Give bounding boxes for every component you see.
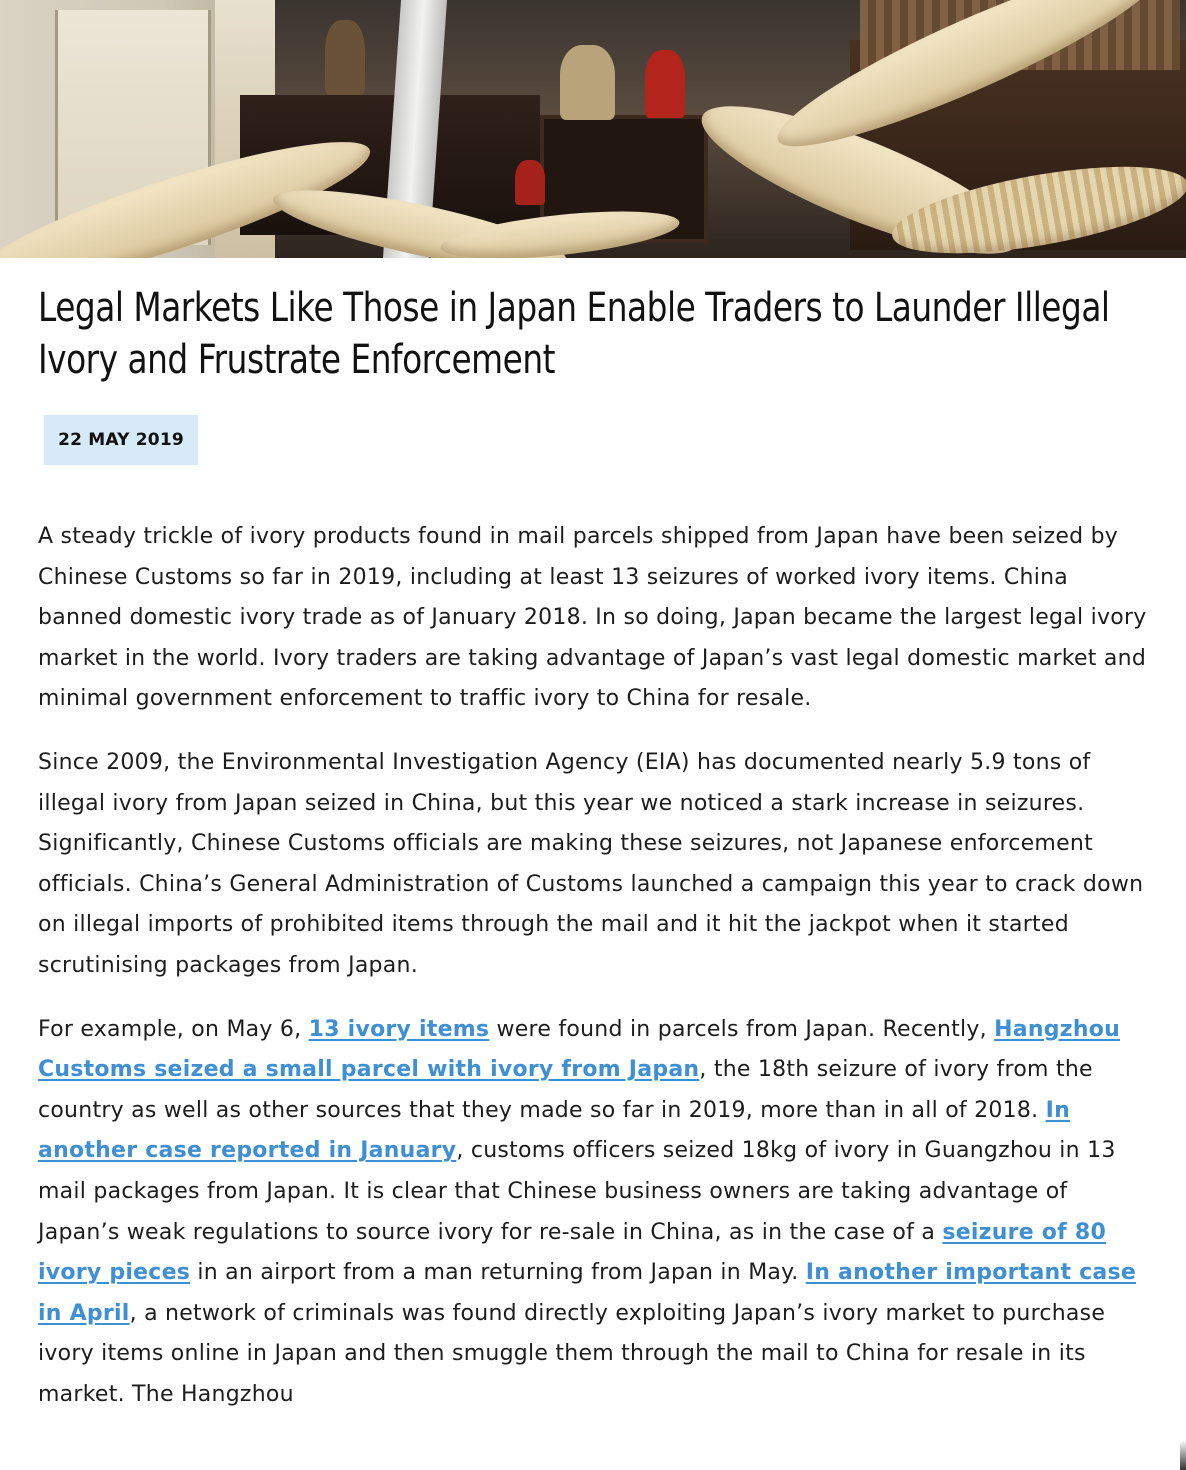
paragraph: [38, 1010, 1148, 1416]
date-badge: 22 MAY 2019: [44, 415, 198, 465]
paragraph-text: in an airport from a man returning from Japan in May.: [190, 1260, 806, 1286]
hero-figurine: [645, 50, 685, 118]
paragraph: A steady trickle of ivory products found in mail parcels shipped from Japan have been seized by Chinese Customs so far in 2019, including at least 13 seizures of worked ivory items. China banned domestic ivory trade as of January 2018. In so doing, Japan became the largest legal ivory market in the world. Ivory traders are taking advantage of Japan’s vast legal domestic market and minimal government enforcement to traffic ivory to China for resale.: [38, 524, 1147, 712]
link-hangzhou-customs-seizure[interactable]: Hangzhou Customs seized a small parcel with ivory from Japan: [38, 1016, 1121, 1083]
link-april-case[interactable]: In another important case in April: [38, 1260, 1137, 1326]
hero-figurine: [325, 20, 365, 95]
hero-figurine: [515, 160, 545, 205]
link-80-ivory-pieces[interactable]: seizure of 80 ivory pieces: [38, 1219, 1107, 1286]
paragraph-text: were found in parcels from Japan. Recently,: [489, 1016, 995, 1042]
link-13-ivory-items[interactable]: 13 ivory items: [308, 1016, 490, 1042]
article-body: [38, 517, 1148, 1438]
article-title: Legal Markets Like Those in Japan Enable Traders to Launder Illegal Ivory and Frustrate Enforcement: [38, 285, 1110, 383]
paragraph-text: , the 18th seizure of ivory from the country as well as other sources that they made so far in 2019, more than in all of 2018.: [38, 1057, 1093, 1123]
paragraph-text: , a network of criminals was found directly exploiting Japan’s ivory market to purchase ivory items online in Japan and then smuggle them through the mail to China for resale in its market. The Hangzhou: [38, 1300, 1106, 1407]
hero-image: [0, 0, 1186, 258]
paragraph-text: For example, on May 6,: [38, 1016, 309, 1042]
hero-figurine: [560, 45, 615, 120]
paragraph-text: , customs officers seized 18kg of ivory in Guangzhou in 13 mail packages from Japan. It is clear that Chinese business owners are taking advantage of Japan’s weak regulations to source ivory for re-sale in China, as in the case of a: [38, 1138, 1116, 1245]
window-corner: [1180, 1440, 1186, 1470]
article-header: [38, 282, 1146, 386]
paragraph: Since 2009, the Environmental Investigation Agency (EIA) has documented nearly 5.9 tons of illegal ivory from Japan seized in China, but this year we noticed a stark increase in seizures. Significantly, Chinese Customs officials are making these seizures, not Japanese enforcement officials. China’s General Administration of Customs launched a campaign this year to crack down on illegal imports of prohibited items through the mail and it hit the jackpot when it started scrutinising packages from Japan.: [38, 749, 1144, 978]
link-january-case[interactable]: In another case reported in January: [38, 1097, 1071, 1164]
